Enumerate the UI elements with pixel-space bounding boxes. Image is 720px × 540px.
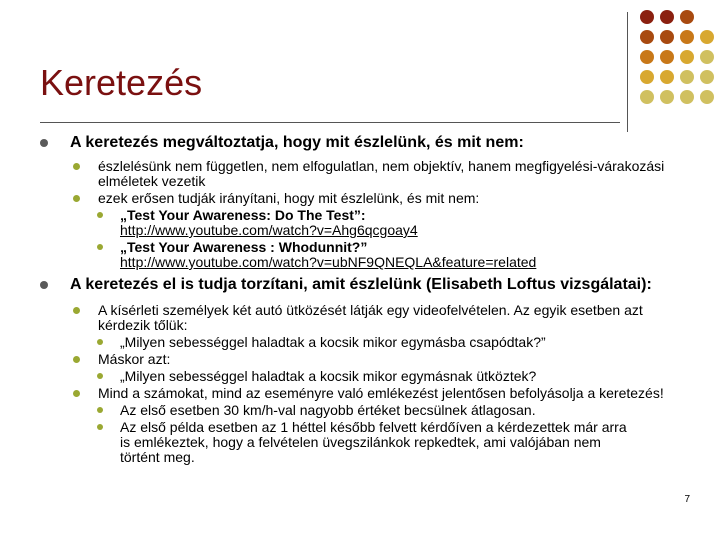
decorative-dot-grid — [640, 10, 720, 110]
sub-sub-bullet-question-1: „Milyen sebességgel haladtak a kocsik mikor egymásba csapódtak?” — [40, 335, 690, 350]
decorative-dot — [660, 90, 674, 104]
video-title: „Test Your Awareness: Do The Test”: — [120, 207, 366, 223]
bullet-icon — [40, 281, 48, 289]
video-link[interactable]: http://www.youtube.com/watch?v=ubNF9QNEQLA&feature=related — [120, 254, 537, 270]
decorative-dot — [680, 70, 694, 84]
decorative-dot — [640, 90, 654, 104]
bullet-icon — [73, 307, 80, 314]
decorative-dot — [680, 50, 694, 64]
bullet-icon — [97, 244, 103, 250]
sub-sub-bullet-test-awareness-2 — [40, 240, 690, 270]
sub-bullet-framing-influences: Mind a számokat, mind az eseményre való emlékezést jelentősen befolyásolja a keretezés! — [40, 386, 690, 401]
slide-body — [40, 134, 690, 465]
decorative-dot — [640, 50, 654, 64]
bullet-icon — [97, 407, 103, 413]
sub-bullet-other-case: Máskor azt: — [40, 352, 690, 367]
video-title: „Test Your Awareness : Whodunnit?” — [120, 239, 368, 255]
sub-sub-bullet-speed-estimate: Az első esetben 30 km/h-val nagyobb értéket becsülnek átlagosan. — [40, 403, 690, 418]
decorative-dot — [700, 30, 714, 44]
slide-title: Keretezés — [40, 62, 203, 103]
decorative-dot — [660, 10, 674, 24]
sub-sub-bullet-false-memory: Az első példa esetben az 1 héttel később felvett kérdőíven a kérdezettek már arra is emlékeztek, hogy a felvételen üvegszilánkok repkedtek, ami valójában nem történt meg. — [40, 420, 640, 465]
sub-bullet-perception-not-independent: észlelésünk nem független, nem elfogulatlan, nem objektív, hanem megfigyelési-várakozási elméletek vezetik — [40, 159, 690, 189]
bullet-icon — [73, 195, 80, 202]
sub-sub-bullet-test-awareness-1 — [40, 208, 690, 238]
decorative-dot — [660, 50, 674, 64]
decorative-dot — [680, 30, 694, 44]
title-divider-horizontal — [40, 122, 620, 123]
bullet-icon — [97, 339, 103, 345]
decorative-dot — [680, 10, 694, 24]
bullet-icon — [97, 424, 103, 430]
decorative-dot — [660, 30, 674, 44]
bullet-icon — [97, 212, 103, 218]
decorative-dot — [680, 90, 694, 104]
bullet-icon — [73, 390, 80, 397]
bullet-framing-changes-perception: A keretezés megváltoztatja, hogy mit észlelünk, és mit nem: — [40, 134, 690, 152]
bullet-icon — [40, 139, 48, 147]
bullet-icon — [73, 356, 80, 363]
decorative-dot — [700, 70, 714, 84]
video-link[interactable]: http://www.youtube.com/watch?v=Ahg6qcgoay4 — [120, 222, 418, 238]
bullet-framing-distorts-perception: A keretezés el is tudja torzítani, amit észlelünk (Elisabeth Loftus vizsgálatai): — [40, 276, 690, 294]
bullet-icon — [97, 373, 103, 379]
decorative-dot — [700, 50, 714, 64]
decorative-dot — [640, 30, 654, 44]
sub-sub-bullet-question-2: „Milyen sebességgel haladtak a kocsik mikor egymásnak ütköztek? — [40, 369, 690, 384]
sub-bullet-experiment-setup: A kísérleti személyek két autó ütközését látják egy videofelvételen. Az egyik esetben azt kérdezik tőlük: — [40, 303, 690, 333]
decorative-dot — [640, 10, 654, 24]
bullet-icon — [73, 163, 80, 170]
page-number: 7 — [684, 494, 690, 505]
title-divider-vertical — [627, 12, 628, 132]
decorative-dot — [640, 70, 654, 84]
decorative-dot — [660, 70, 674, 84]
decorative-dot — [700, 90, 714, 104]
sub-bullet-can-be-directed: ezek erősen tudják irányítani, hogy mit észlelünk, és mit nem: — [40, 191, 690, 206]
